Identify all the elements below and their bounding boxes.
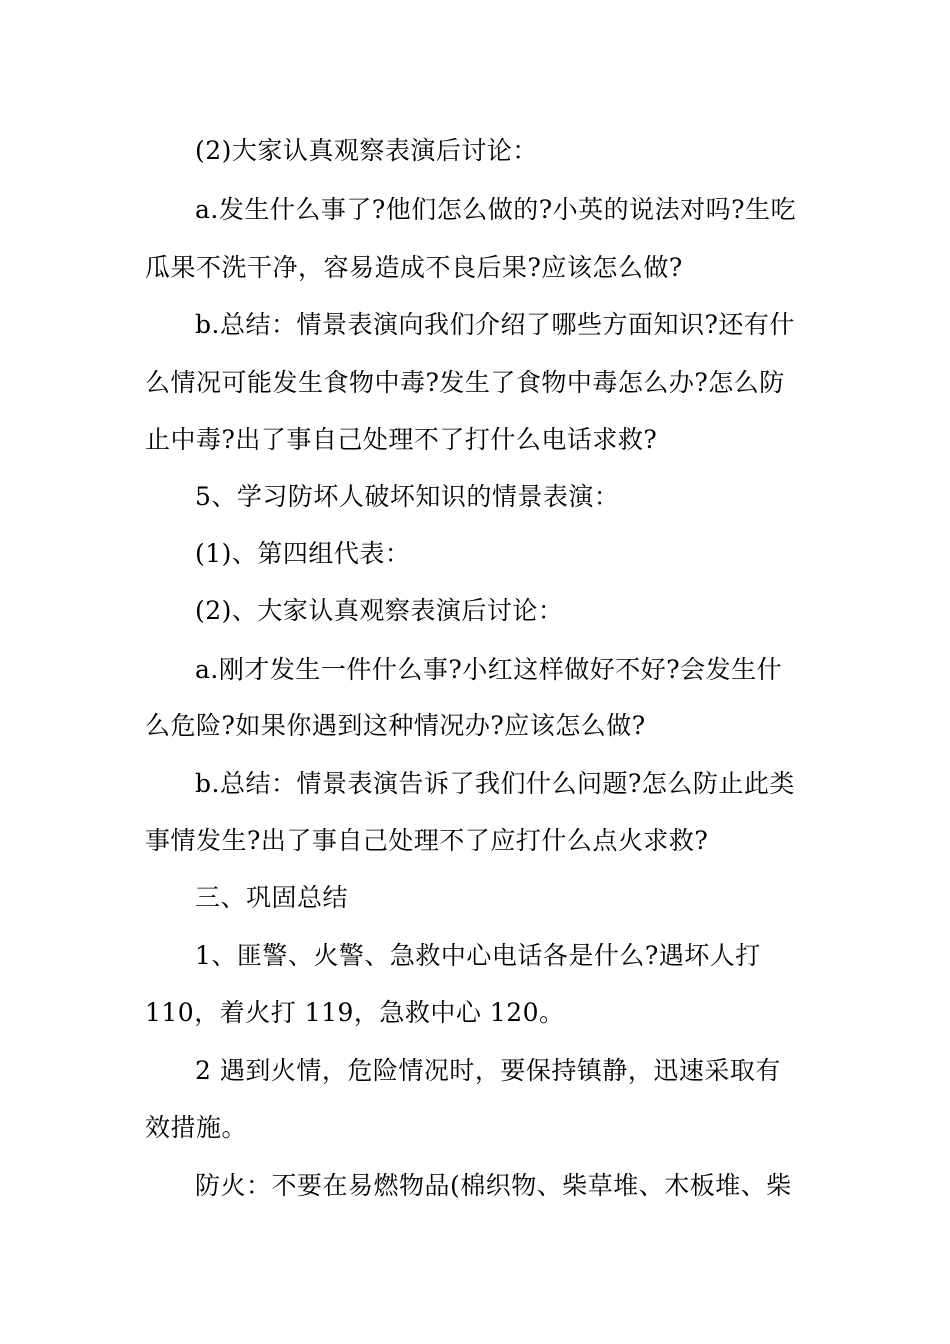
paragraph-line: 2 遇到火情，危险情况时，要保持镇静，迅速采取有 (195, 1056, 781, 1085)
paragraph-line: (2)大家认真观察表演后讨论： (195, 136, 538, 165)
paragraph-line: 止中毒?出了事自己处理不了打什么电话求救? (145, 425, 658, 454)
paragraph-line: a.发生什么事了?他们怎么做的?小英的说法对吗?生吃 (195, 195, 797, 224)
paragraph-line: 效措施。 (145, 1113, 248, 1142)
paragraph-line: (1)、第四组代表： (195, 539, 411, 568)
paragraph-line: 么危险?如果你遇到这种情况办?应该怎么做? (145, 711, 646, 740)
paragraph-line: 110，着火打 119，急救中心 120。 (145, 998, 565, 1027)
paragraph-line: 事情发生?出了事自己处理不了应打什么点火求救? (145, 826, 709, 855)
paragraph-line: 防火：不要在易燃物品(棉织物、柴草堆、木板堆、柴 (195, 1171, 792, 1200)
paragraph-line: 5、学习防坏人破坏知识的情景表演： (195, 482, 620, 511)
paragraph-line: b.总结：情景表演向我们介绍了哪些方面知识?还有什 (195, 310, 795, 339)
paragraph-line: (2)、大家认真观察表演后讨论： (195, 596, 564, 625)
section-heading: 三、巩固总结 (195, 883, 349, 912)
paragraph-line: b.总结：情景表演告诉了我们什么问题?怎么防止此类 (195, 769, 795, 798)
paragraph-line: 1、匪警、火警、急救中心电话各是什么?遇坏人打 (195, 941, 761, 970)
paragraph-line: 么情况可能发生食物中毒?发生了食物中毒怎么办?怎么防 (145, 368, 785, 397)
paragraph-line: 瓜果不洗干净，容易造成不良后果?应该怎么做? (145, 253, 683, 282)
paragraph-line: a.刚才发生一件什么事?小红这样做好不好?会发生什 (195, 655, 783, 684)
